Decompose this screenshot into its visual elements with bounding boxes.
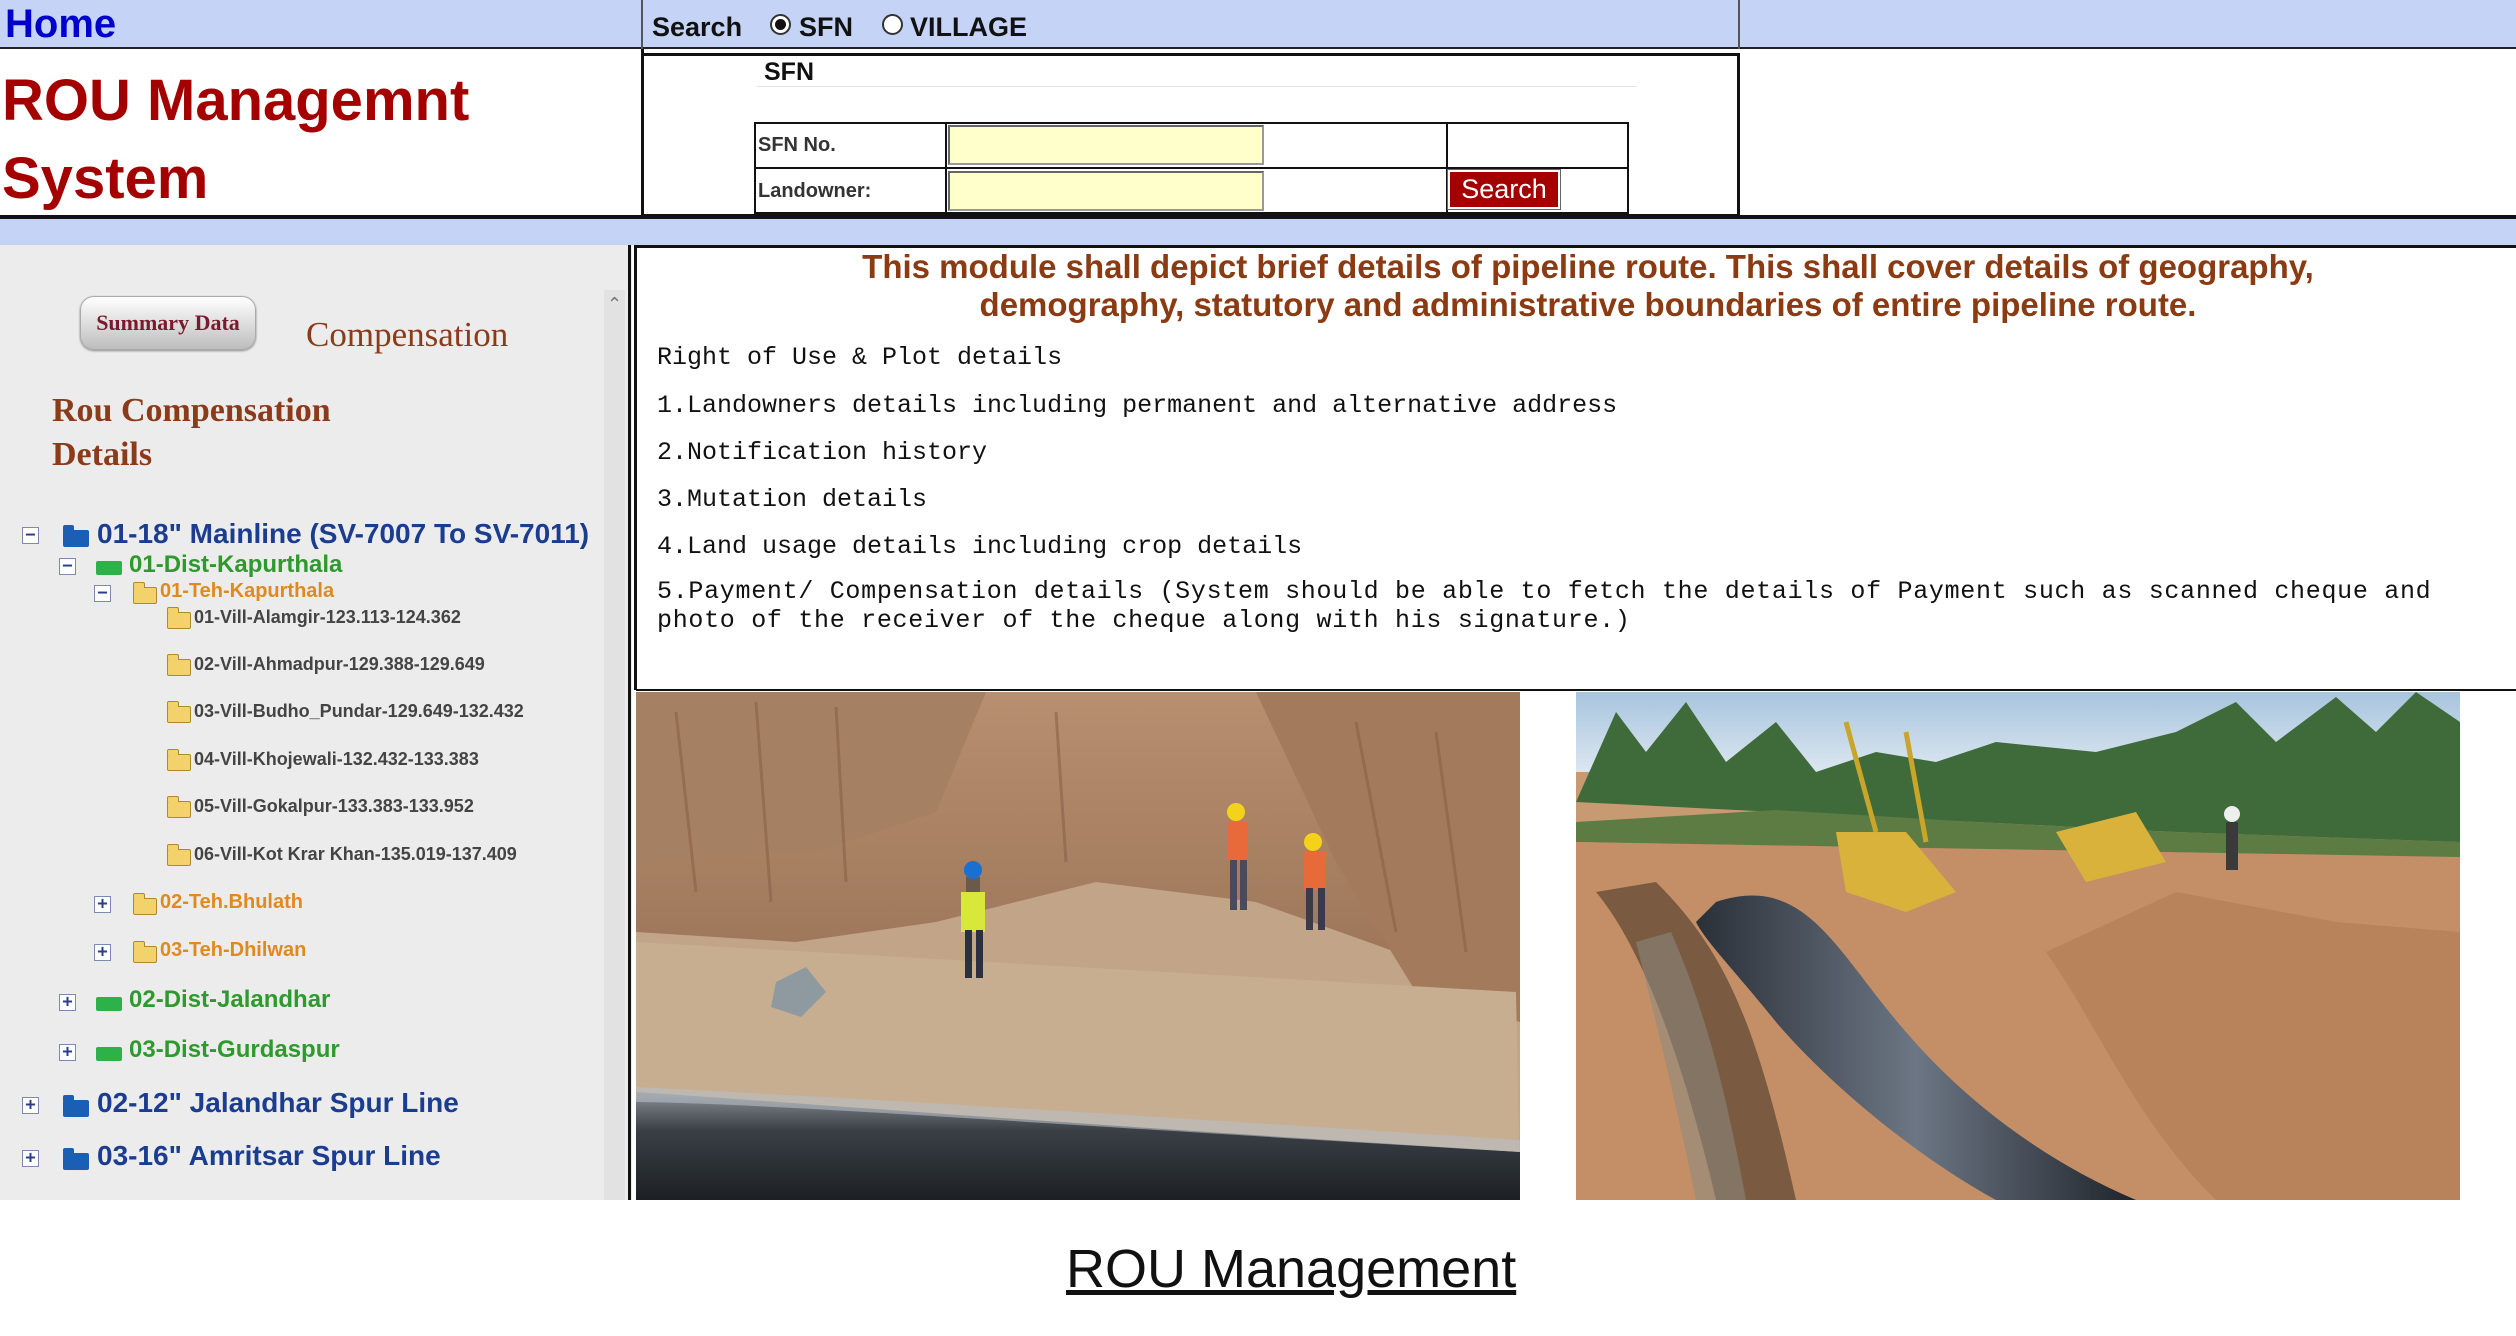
sfn-radio[interactable] [770,14,791,35]
tree-node-jalandhar-spur[interactable]: 02-12" Jalandhar Spur Line [97,1087,459,1118]
sidebar-scrollbar[interactable] [604,290,625,1200]
folder-icon [167,612,191,629]
home-link[interactable]: Home [5,2,117,46]
expand-icon[interactable]: + [59,1044,76,1061]
rou-management-link[interactable]: ROU Management [1066,1239,1517,1299]
collapse-icon[interactable]: − [59,558,76,575]
sidebar-divider [628,245,631,1200]
tree-node-village[interactable]: 06-Vill-Kot Krar Khan-135.019-137.409 [194,844,517,864]
separator-band [0,219,2516,245]
search-form-title: SFN [764,58,814,86]
folder-icon [96,997,122,1011]
tree-node-teh-kapurthala[interactable]: 01-Teh-Kapurthala [160,580,335,602]
folder-icon [63,530,89,547]
pipeline-trench-photo [1576,692,2460,1200]
search-button[interactable]: Search [1448,170,1560,209]
village-radio-label[interactable]: VILLAGE [910,12,1028,42]
landowner-label-cell [754,168,946,214]
detail-item: 1.Landowners details including permanent and alternative address [657,391,1618,420]
excavation-photo [636,692,1520,1200]
expand-icon[interactable]: + [22,1150,39,1167]
folder-icon [96,1047,122,1061]
tree-node-dist-kapurthala[interactable]: 01-Dist-Kapurthala [129,551,343,578]
tree-node-village[interactable]: 05-Vill-Gokalpur-133.383-133.952 [194,796,474,816]
rou-plot-heading: Right of Use & Plot details [657,343,1063,372]
search-form-rule [757,86,1637,87]
folder-icon [167,801,191,818]
search-type-label: Search [652,12,743,42]
expand-icon[interactable]: + [94,944,111,961]
detail-item-line2: photo of the receiver of the cheque along with his signature.) [657,606,1631,635]
app-title: ROU Managemnt [2,68,470,133]
sfn-no-label: SFN No. [758,134,836,156]
sfn-radio-label[interactable]: SFN [799,12,853,42]
rou-compensation-heading[interactable]: Rou Compensation [52,392,331,429]
folder-icon [167,706,191,723]
tree-node-village[interactable]: 04-Vill-Khojewali-132.432-133.383 [194,749,479,769]
content-border-left [634,245,637,690]
summary-data-button[interactable]: Summary Data [80,296,256,350]
module-intro-line1: This module shall depict brief details of pipeline route. This shall cover details of geography, [862,248,2314,285]
detail-item: 4.Land usage details including crop details [657,532,1303,561]
folder-icon [167,659,191,676]
tree-node-mainline-18[interactable]: 01-18" Mainline (SV-7007 To SV-7011) [97,518,590,549]
folder-icon [133,898,157,915]
module-intro-line2: demography, statutory and administrative boundaries of entire pipeline route. [979,286,2197,323]
scroll-up-icon[interactable]: ⌃ [606,294,623,314]
detail-item: 5.Payment/ Compensation details (System should be able to fetch the details of Payment such as scanned cheque and [657,577,2432,606]
landowner-input[interactable] [948,171,1264,211]
tree-node-dist-gurdaspur[interactable]: 03-Dist-Gurdaspur [129,1036,340,1063]
expand-icon[interactable]: + [94,896,111,913]
tree-node-dist-jalandhar[interactable]: 02-Dist-Jalandhar [129,986,331,1013]
folder-icon [167,754,191,771]
rou-compensation-heading-line2[interactable]: Details [52,436,153,473]
tree-node-teh-dhilwan[interactable]: 03-Teh-Dhilwan [160,939,307,961]
folder-icon [133,946,157,963]
folder-icon [63,1100,89,1117]
sfn-label-cell [754,122,946,168]
folder-icon [167,849,191,866]
module-intro [660,248,2516,324]
tree-node-amritsar-spur[interactable]: 03-16" Amritsar Spur Line [97,1140,441,1171]
village-radio[interactable] [882,14,903,35]
app-title-line2: System [2,146,209,211]
collapse-icon[interactable]: − [22,527,39,544]
folder-icon [96,561,122,575]
content-border-bottom [636,689,2516,691]
folder-icon [63,1153,89,1170]
expand-icon[interactable]: + [22,1097,39,1114]
tree-node-teh-bhulath[interactable]: 02-Teh.Bhulath [160,891,303,913]
detail-item: 2.Notification history [657,438,988,467]
folder-icon [133,587,157,604]
tree-node-village[interactable]: 03-Vill-Budho_Pundar-129.649-132.432 [194,701,524,721]
compensation-link[interactable]: Compensation [306,315,509,354]
detail-item: 3.Mutation details [657,485,928,514]
tree-node-village[interactable]: 01-Vill-Alamgir-123.113-124.362 [194,607,461,627]
empty-cell [1447,122,1629,168]
expand-icon[interactable]: + [59,994,76,1011]
sfn-input[interactable] [948,125,1264,165]
landowner-label: Landowner: [758,180,872,202]
collapse-icon[interactable]: − [94,585,111,602]
tree-node-village[interactable]: 02-Vill-Ahmadpur-129.388-129.649 [194,654,485,674]
